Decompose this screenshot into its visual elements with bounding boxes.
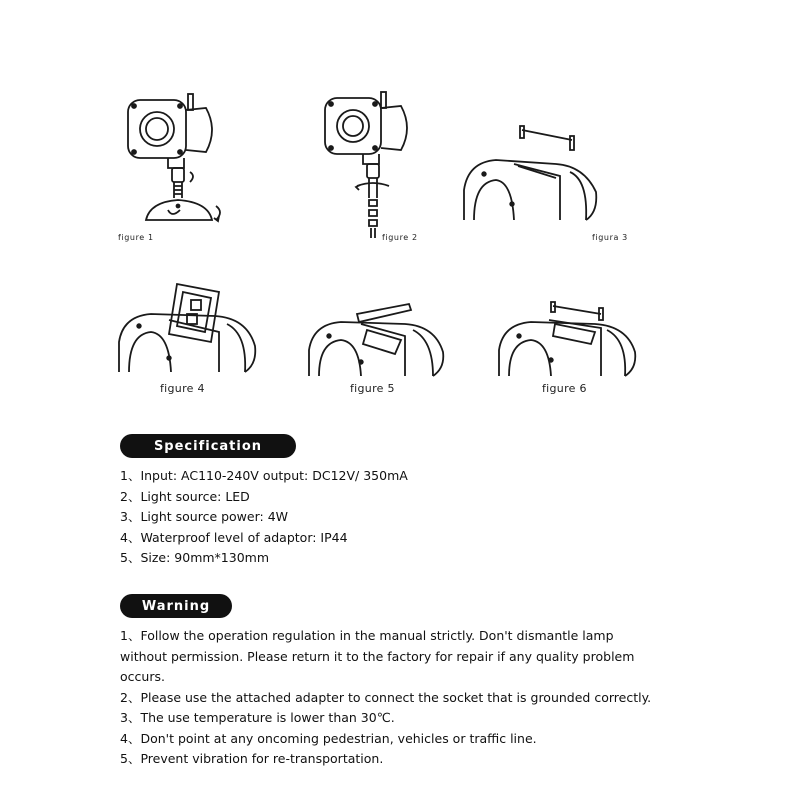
spec-item-power: 3、Light source power: 4W	[120, 509, 289, 525]
figure-1-illustration	[118, 90, 238, 230]
spec-item-size: 5、Size: 90mm*130mm	[120, 550, 270, 566]
specification-heading: Specification	[120, 434, 296, 458]
figure-5-illustration	[305, 300, 450, 380]
spec-item-waterproof: 4、Waterproof level of adaptor: IP44	[120, 529, 348, 545]
figure-5-caption: figure 5	[350, 382, 395, 395]
figure-3-illustration	[460, 120, 610, 230]
figure-2-illustration	[315, 88, 425, 240]
figure-2-caption: figure 2	[382, 233, 418, 242]
figure-3-caption: figura 3	[592, 233, 628, 242]
figure-4-caption: figure 4	[160, 382, 205, 395]
warning-item-adapter: 2、Please use the attached adapter to connect the socket that is grounded correctly.	[120, 689, 652, 705]
warning-item-vibration: 5、Prevent vibration for re-transportation.	[120, 751, 384, 766]
spec-item-input: 1、Input: AC110-240V output: DC12V/ 350mA	[120, 468, 408, 483]
warning-item-operation: 1、Follow the operation regulation in the manual strictly. Don't dismantle lamp without permission. Please return it to the factory for repair if any quality problem occurs.	[120, 628, 635, 684]
figure-6-caption: figure 6	[542, 382, 587, 395]
spec-item-light-source: 2、Light source: LED	[120, 488, 250, 504]
warning-list	[120, 626, 660, 770]
warning-item-temperature: 3、The use temperature is lower than 30℃.	[120, 710, 395, 725]
specification-list	[120, 466, 408, 569]
figure-1-caption: figure 1	[118, 233, 154, 242]
figure-4-illustration	[115, 280, 265, 380]
figure-6-illustration	[495, 294, 645, 380]
warning-item-pointing: 4、Don't point at any oncoming pedestrian, vehicles or traffic line.	[120, 730, 537, 746]
warning-heading: Warning	[120, 594, 232, 618]
